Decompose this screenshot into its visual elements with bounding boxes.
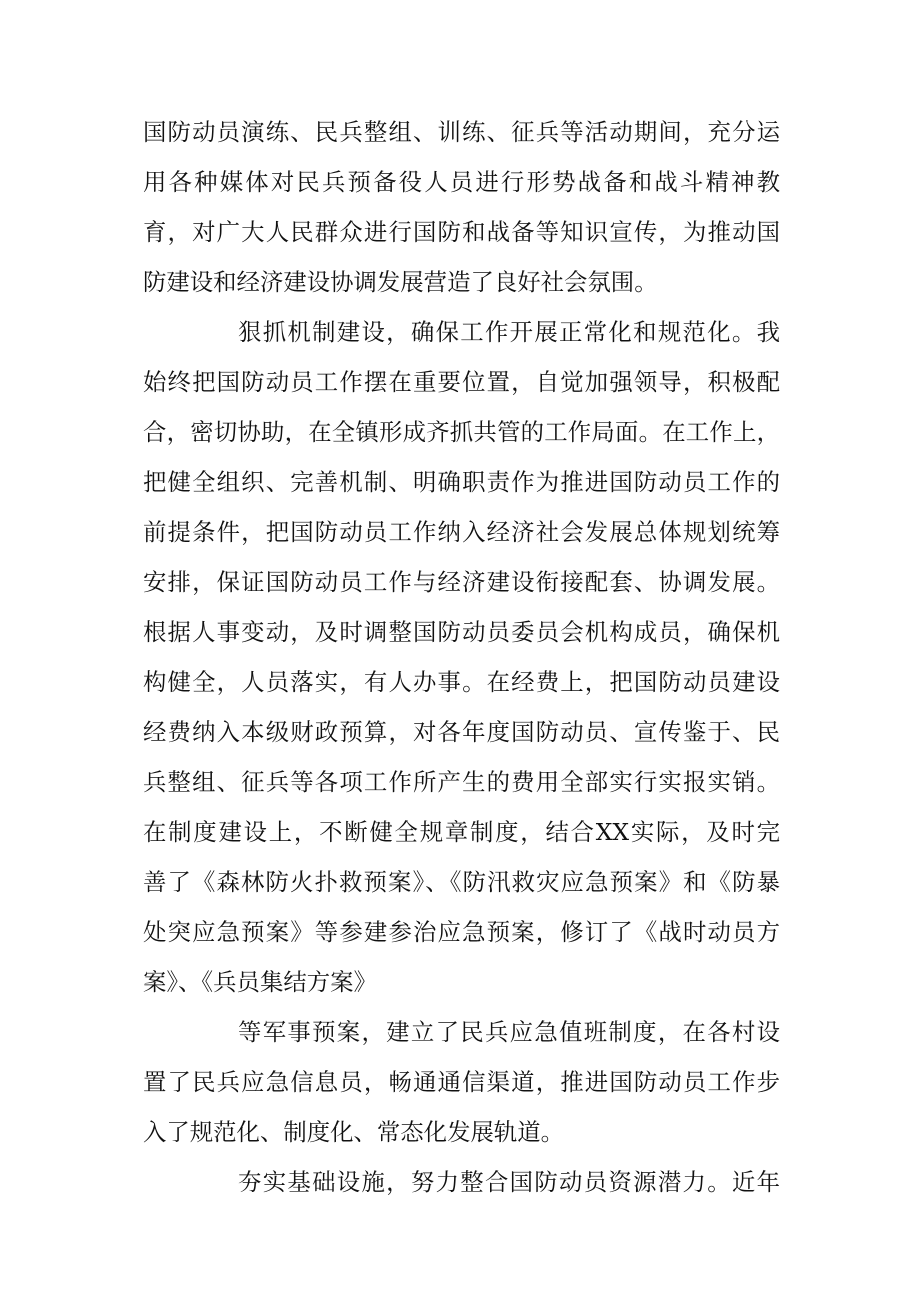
text-line: 前提条件，把国防动员工作纳入经济社会发展总体规划统筹 — [143, 518, 780, 546]
text-line: 案》、《兵员集结方案》 — [143, 968, 377, 996]
text-line: 始终把国防动员工作摆在重要位置，自觉加强领导，积极配 — [143, 368, 780, 396]
text-line: 把健全组织、完善机制、明确职责作为推进国防动员工作的 — [143, 468, 780, 496]
text-line: 合，密切协助，在全镇形成齐抓共管的工作局面。在工作上， — [143, 418, 780, 446]
text-line: 防建设和经济建设协调发展营造了良好社会氛围。 — [143, 268, 658, 296]
text-line: 经费纳入本级财政预算，对各年度国防动员、宣传鉴于、民 — [143, 718, 780, 746]
text-line: 用各种媒体对民兵预备役人员进行形势战备和战斗精神教 — [143, 168, 780, 196]
text-line: 处突应急预案》等参建参治应急预案，修订了《战时动员方 — [143, 918, 780, 946]
text-line: 置了民兵应急信息员，畅通通信渠道，推进国防动员工作步 — [143, 1068, 780, 1096]
text-line: 根据人事变动，及时调整国防动员委员会机构成员，确保机 — [143, 618, 780, 646]
text-line: 在制度建设上，不断健全规章制度，结合XX实际，及时完 — [143, 818, 780, 846]
text-line: 善了《森林防火扑救预案》、《防汛救灾应急预案》和《防暴 — [143, 868, 780, 896]
text-line: 兵整组、征兵等各项工作所产生的费用全部实行实报实销。 — [143, 768, 780, 796]
paragraph-first-line: 狠抓机制建设，确保工作开展正常化和规范化。我 — [238, 318, 780, 346]
paragraph-first-line: 夯实基础设施，努力整合国防动员资源潜力。近年 — [238, 1168, 780, 1196]
text-line: 安排，保证国防动员工作与经济建设衔接配套、协调发展。 — [143, 568, 780, 596]
text-line: 构健全，人员落实，有人办事。在经费上，把国防动员建设 — [143, 668, 780, 696]
text-line: 育，对广大人民群众进行国防和战备等知识宣传，为推动国 — [143, 218, 780, 246]
text-line: 国防动员演练、民兵整组、训练、征兵等活动期间，充分运 — [143, 118, 780, 146]
text-line: 入了规范化、制度化、常态化发展轨道。 — [143, 1118, 565, 1146]
paragraph-first-line: 等军事预案，建立了民兵应急值班制度，在各村设 — [238, 1018, 780, 1046]
